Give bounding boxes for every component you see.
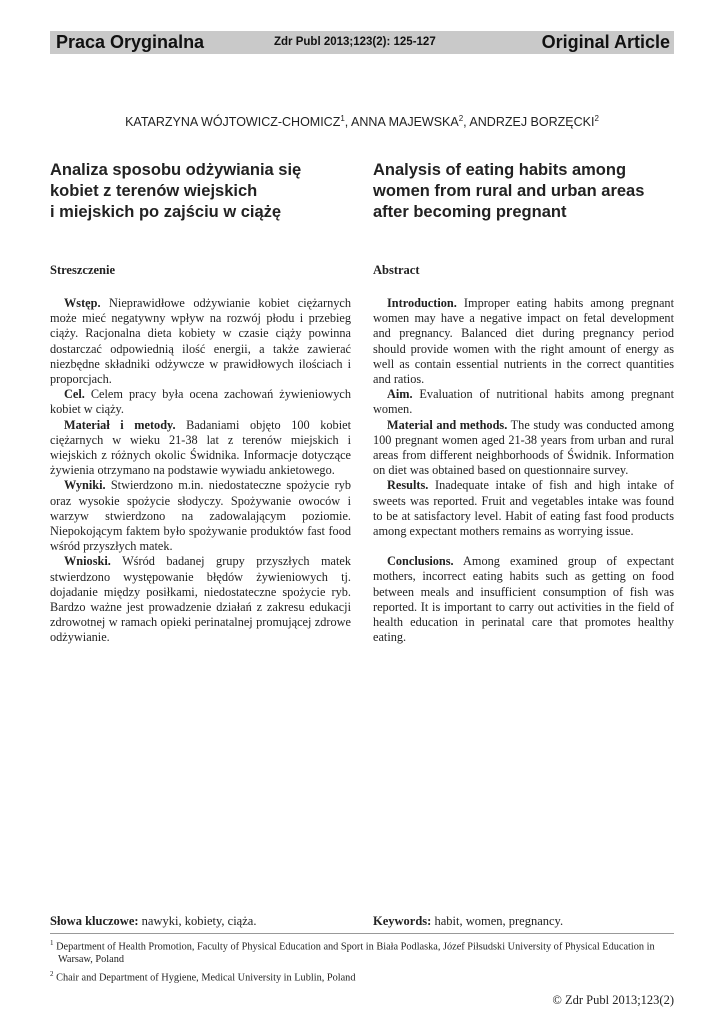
affiliation-mark: 1	[340, 114, 345, 123]
header-label-polish: Praca Oryginalna	[56, 32, 205, 52]
paragraph-text: The study was conducted among 100 pregnant women aged 21-38 years from urban and rural areas from different neighborhoods of Świdnik. Information on diet was obtained based on questionnaire survey.	[373, 417, 674, 478]
abstract-paragraph-conclusions	[50, 554, 351, 645]
paragraph-label: Wstęp.	[64, 296, 101, 310]
footnote-text: Department of Health Promotion, Faculty of Physical Education and Sport in Biała Podlaska, Józef Piłsudski University of Physical Education in Warsaw, Poland	[53, 941, 655, 966]
paragraph-label: Results.	[387, 478, 429, 493]
paragraph-text: Wśród badanej grupy przyszłych matek stwierdzono występowanie błędów żywieniowych tj. dojadanie między posiłkami, niedostateczne spożycie ryb. Bardzo ważne jest prowadzenie działań z zakresu edukacji zdrowotnej w ramach opieki perinatalnej promującej zdrowe odżywianie.	[50, 554, 351, 645]
abstract-paragraph-intro	[50, 296, 351, 387]
paragraph-text: Among examined group of expectant mothers, incorrect eating habits such as getting on food between meals and insufficient consumption of fish was reported. It is important to carry out activities in the field of health education in perinatal care that promotes healthy eating.	[373, 554, 674, 645]
paragraph-text: Celem pracy była ocena zachowań żywieniowych kobiet w ciąży.	[50, 387, 351, 417]
paragraph-text: Inadequate intake of fish and high intake of sweets was reported. Fruit and vegetables intake was found to be at satisfactory level. Habit of eating fast food products among expectant mothers remains as worrying issue.	[373, 478, 674, 539]
footnote	[50, 937, 674, 966]
keywords-english	[373, 914, 563, 929]
paragraph-label: Conclusions.	[387, 554, 454, 569]
journal-header-bar	[50, 31, 674, 54]
copyright-footer: © Zdr Publ 2013;123(2)	[552, 993, 674, 1007]
keywords-label: Keywords:	[373, 914, 432, 928]
title-line: Analiza sposobu odżywiania się	[50, 161, 302, 179]
paragraph-label: Introduction.	[387, 296, 457, 310]
footnote	[50, 968, 674, 984]
footnote-mark: 2	[50, 970, 54, 979]
title-line: after becoming pregnant	[373, 203, 567, 221]
header-citation: Zdr Publ 2013;123(2): 125-127	[274, 36, 436, 48]
abstract-paragraph-conclusions	[373, 554, 674, 645]
paragraph-text: Evaluation of nutritional habits among pregnant women.	[373, 387, 674, 417]
author-list	[0, 114, 724, 129]
footnotes	[50, 937, 674, 987]
keywords-text: habit, women, pregnancy.	[431, 914, 564, 928]
abstract-english	[373, 296, 674, 645]
title-english	[373, 160, 683, 223]
abstract-paragraph-methods	[373, 418, 674, 479]
keywords-label: Słowa kluczowe:	[50, 914, 139, 928]
paragraph-label: Wyniki.	[64, 478, 106, 493]
keywords-text: nawyki, kobiety, ciąża.	[138, 914, 257, 928]
abstract-paragraph-results	[373, 478, 674, 539]
paragraph-label: Wnioski.	[64, 554, 111, 569]
title-line: women from rural and urban areas	[373, 182, 645, 200]
affiliation-mark: 2	[594, 114, 599, 123]
author-name: KATARZYNA WÓJTOWICZ-CHOMICZ	[125, 115, 341, 130]
footnote-mark: 1	[50, 939, 54, 947]
abstract-paragraph-aim	[50, 387, 351, 417]
abstract-paragraph-intro	[373, 296, 674, 387]
abstract-paragraph-methods	[50, 418, 351, 479]
footnote-divider	[50, 933, 674, 934]
abstract-paragraph-results	[50, 478, 351, 554]
abstract-polish	[50, 296, 351, 646]
paragraph-text: Improper eating habits among pregnant women may have a negative impact on fetal development and pregnancy. Balanced diet during pregnancy period should provide women with the right amount of energy as well as contain essential nutrients in the correct quantities and ratios.	[373, 296, 674, 387]
paragraph-label: Aim.	[387, 387, 413, 402]
paragraph-label: Material and methods.	[387, 417, 508, 432]
title-line: kobiet z terenów wiejskich	[50, 182, 258, 200]
paragraph-label: Cel.	[64, 387, 85, 402]
header-label-english: Original Article	[541, 32, 670, 52]
paragraph-label: Materiał i metody.	[64, 417, 176, 432]
abstract-heading-polish: Streszczenie	[50, 263, 116, 277]
title-polish	[50, 160, 350, 223]
abstract-heading-english: Abstract	[373, 263, 420, 277]
author-name: , ANNA MAJEWSKA	[344, 115, 459, 130]
paragraph-spacer	[373, 539, 674, 554]
title-line: i miejskich po zajściu w ciążę	[50, 203, 282, 221]
paragraph-text: Badaniami objęto 100 kobiet ciężarnych w wieku 21-38 lat z terenów miejskich i wiejskich z różnych okolic Świdnika. Informacje dotyczące żywienia otrzymano na podstawie wywiadu ankietowego.	[50, 417, 351, 478]
paragraph-text: Stwierdzono m.in. niedostateczne spożycie ryb oraz wysokie spożycie słodyczy. Spożywanie owoców i warzyw stwierdzono na zadowalającym poziomie. Niepokojącym faktem było spożywanie produktów fast food wśród przyszłych matek.	[50, 478, 351, 554]
footnote-text: Chair and Department of Hygiene, Medical University in Lublin, Poland	[53, 972, 356, 984]
title-line: Analysis of eating habits among	[373, 161, 627, 179]
keywords-polish	[50, 914, 256, 929]
paragraph-text: Nieprawidłowe odżywianie kobiet ciężarnych może mieć negatywny wpływ na rozwój płodu i przebieg ciąży. Racjonalna dieta kobiety w czasie ciąży powinna dostarczać odpowiednią ilość energii, a także zawierać niezbędne składniki odżywcze w prawidłowych ilościach i proporcjach.	[50, 296, 351, 387]
abstract-paragraph-aim	[373, 387, 674, 417]
author-name: , ANDRZEJ BORZĘCKI	[463, 115, 595, 130]
affiliation-mark: 2	[458, 114, 464, 123]
